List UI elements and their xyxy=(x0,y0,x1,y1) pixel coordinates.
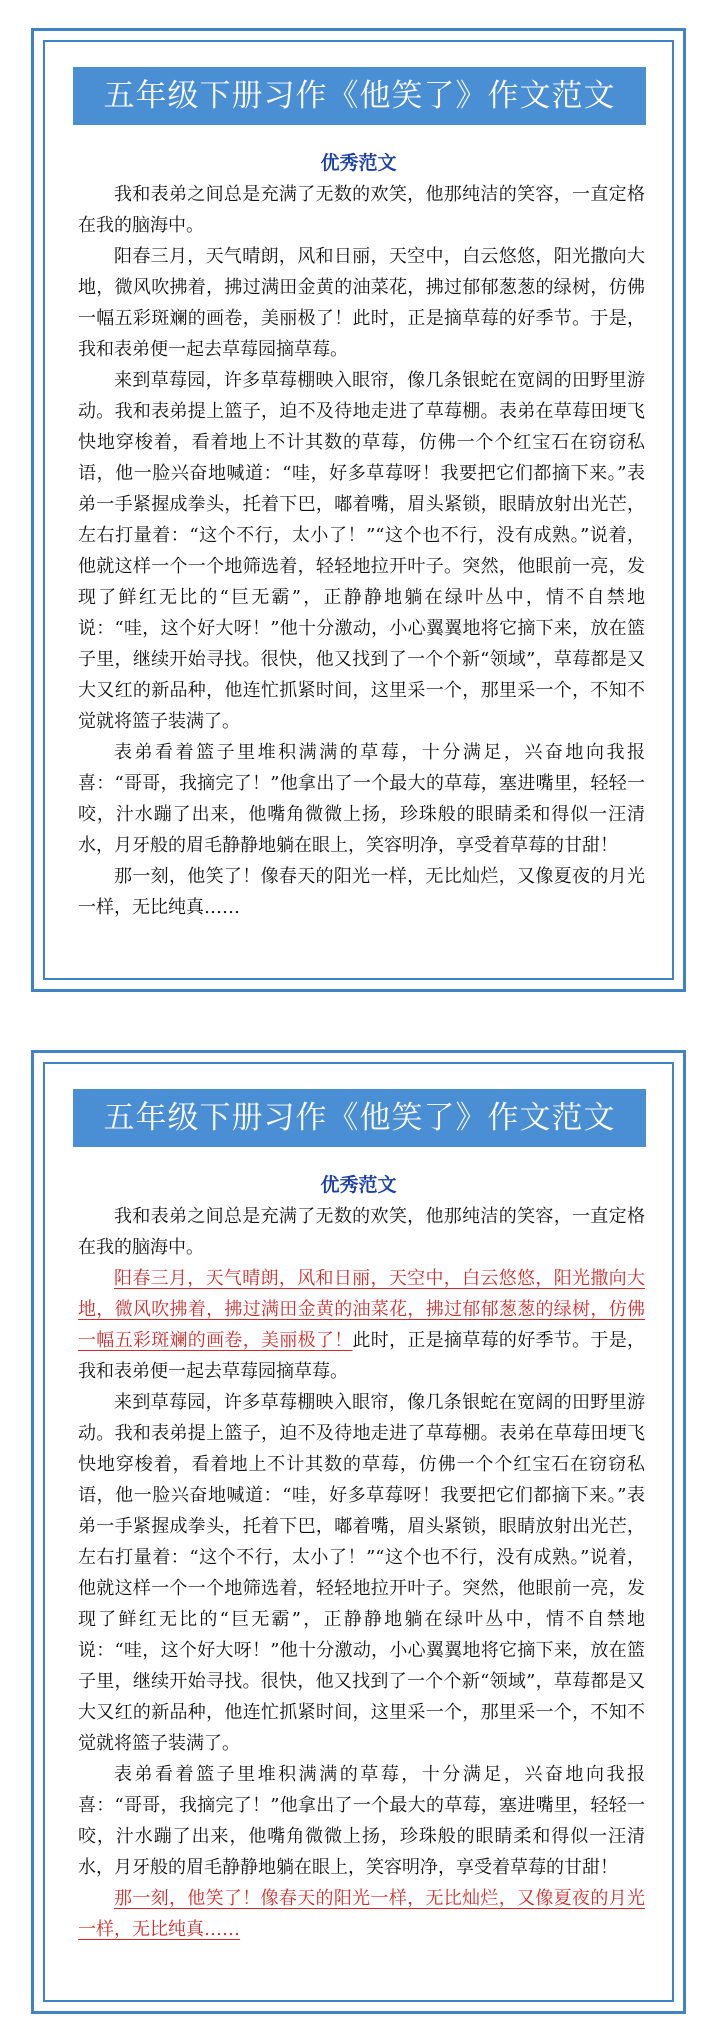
highlighted-sentence: 阳春三月，天气晴朗，风和日丽，天空中，白云悠悠，阳光撒向大地，微风吹拂着，拂过满田金黄的油菜花，拂过郁郁葱葱的绿树，仿佛一幅五彩斑斓的画卷，美丽极了！ xyxy=(78,1268,645,1351)
essay-panel-highlighted xyxy=(31,1050,686,2014)
paragraph-ending: 那一刻，他笑了！像春天的阳光一样，无比灿烂，又像夏夜的月光一样，无比纯真…… xyxy=(78,866,645,918)
paragraph-eating: 表弟看着篮子里堆积满满的草莓，十分满足，兴奋地向我报喜：“哥哥，我摘完了！”他拿出了一个最大的草莓，塞进嘴里，轻轻一咬，汁水蹦了出来，他嘴角微微上扬，珍珠般的眼睛柔和得似一汪清水，月牙般的眉毛静静地躺在眼上，笑容明净，享受着草莓的甘甜！ xyxy=(78,742,645,856)
title-banner: 五年级下册习作《他笑了》作文范文 xyxy=(73,1089,646,1147)
paragraph-rest: 此时，正是摘草莓的好季节。于是，我和表弟便一起去草莓园摘草莓。 xyxy=(78,1330,645,1382)
essay-panel-plain xyxy=(31,28,686,992)
paragraph-ending xyxy=(78,1883,645,1945)
essay-body xyxy=(78,1201,645,1945)
title-banner: 五年级下册习作《他笑了》作文范文 xyxy=(73,67,646,125)
paragraph-scenery: 阳春三月，天气晴朗，风和日丽，天空中，白云悠悠，阳光撒向大地，微风吹拂着，拂过满田金黄的油菜花，拂过郁郁葱葱的绿树，仿佛一幅五彩斑斓的画卷，美丽极了！此时，正是摘草莓的好季节。于是，我和表弟便一起去草莓园摘草莓。 xyxy=(78,246,645,360)
highlighted-sentence: 那一刻，他笑了！像春天的阳光一样，无比灿烂，又像夏夜的月光一样，无比纯真…… xyxy=(78,1888,645,1940)
paragraph-picking: 来到草莓园，许多草莓棚映入眼帘，像几条银蛇在宽阔的田野里游动。我和表弟提上篮子，迫不及待地走进了草莓棚。表弟在草莓田埂飞快地穿梭着，看着地上不计其数的草莓，仿佛一个个红宝石在窃窃私语，他一脸兴奋地喊道：“哇，好多草莓呀！我要把它们都摘下来。”表弟一手紧握成拳头，托着下巴，嘟着嘴，眉头紧锁，眼睛放射出光芒，左右打量着：“这个不行，太小了！”“这个也不行，没有成熟。”说着，他就这样一个一个地筛选着，轻轻地拉开叶子。突然，他眼前一亮，发现了鲜红无比的“巨无霸”，正静静地躺在绿叶丛中，情不自禁地说：“哇，这个好大呀！”他十分激动，小心翼翼地将它摘下来，放在篮子里，继续开始寻找。很快，他又找到了一个个新“领域”，草莓都是又大又红的新品种，他连忙抓紧时间，这里采一个，那里采一个，不知不觉就将篮子装满了。 xyxy=(78,1392,645,1754)
paragraph-intro: 我和表弟之间总是充满了无数的欢笑，他那纯洁的笑容，一直定格在我的脑海中。 xyxy=(78,1206,645,1258)
subtitle: 优秀范文 xyxy=(320,152,397,174)
essay-body xyxy=(78,179,645,923)
paragraph-intro: 我和表弟之间总是充满了无数的欢笑，他那纯洁的笑容，一直定格在我的脑海中。 xyxy=(78,184,645,236)
paragraph-scenery xyxy=(78,1263,645,1387)
paragraph-eating: 表弟看着篮子里堆积满满的草莓，十分满足，兴奋地向我报喜：“哥哥，我摘完了！”他拿出了一个最大的草莓，塞进嘴里，轻轻一咬，汁水蹦了出来，他嘴角微微上扬，珍珠般的眼睛柔和得似一汪清水，月牙般的眉毛静静地躺在眼上，笑容明净，享受着草莓的甘甜！ xyxy=(78,1764,645,1878)
paragraph-picking: 来到草莓园，许多草莓棚映入眼帘，像几条银蛇在宽阔的田野里游动。我和表弟提上篮子，迫不及待地走进了草莓棚。表弟在草莓田埂飞快地穿梭着，看着地上不计其数的草莓，仿佛一个个红宝石在窃窃私语，他一脸兴奋地喊道：“哇，好多草莓呀！我要把它们都摘下来。”表弟一手紧握成拳头，托着下巴，嘟着嘴，眉头紧锁，眼睛放射出光芒，左右打量着：“这个不行，太小了！”“这个也不行，没有成熟。”说着，他就这样一个一个地筛选着，轻轻地拉开叶子。突然，他眼前一亮，发现了鲜红无比的“巨无霸”，正静静地躺在绿叶丛中，情不自禁地说：“哇，这个好大呀！”他十分激动，小心翼翼地将它摘下来，放在篮子里，继续开始寻找。很快，他又找到了一个个新“领域”，草莓都是又大又红的新品种，他连忙抓紧时间，这里采一个，那里采一个，不知不觉就将篮子装满了。 xyxy=(78,370,645,732)
subtitle: 优秀范文 xyxy=(320,1174,397,1196)
